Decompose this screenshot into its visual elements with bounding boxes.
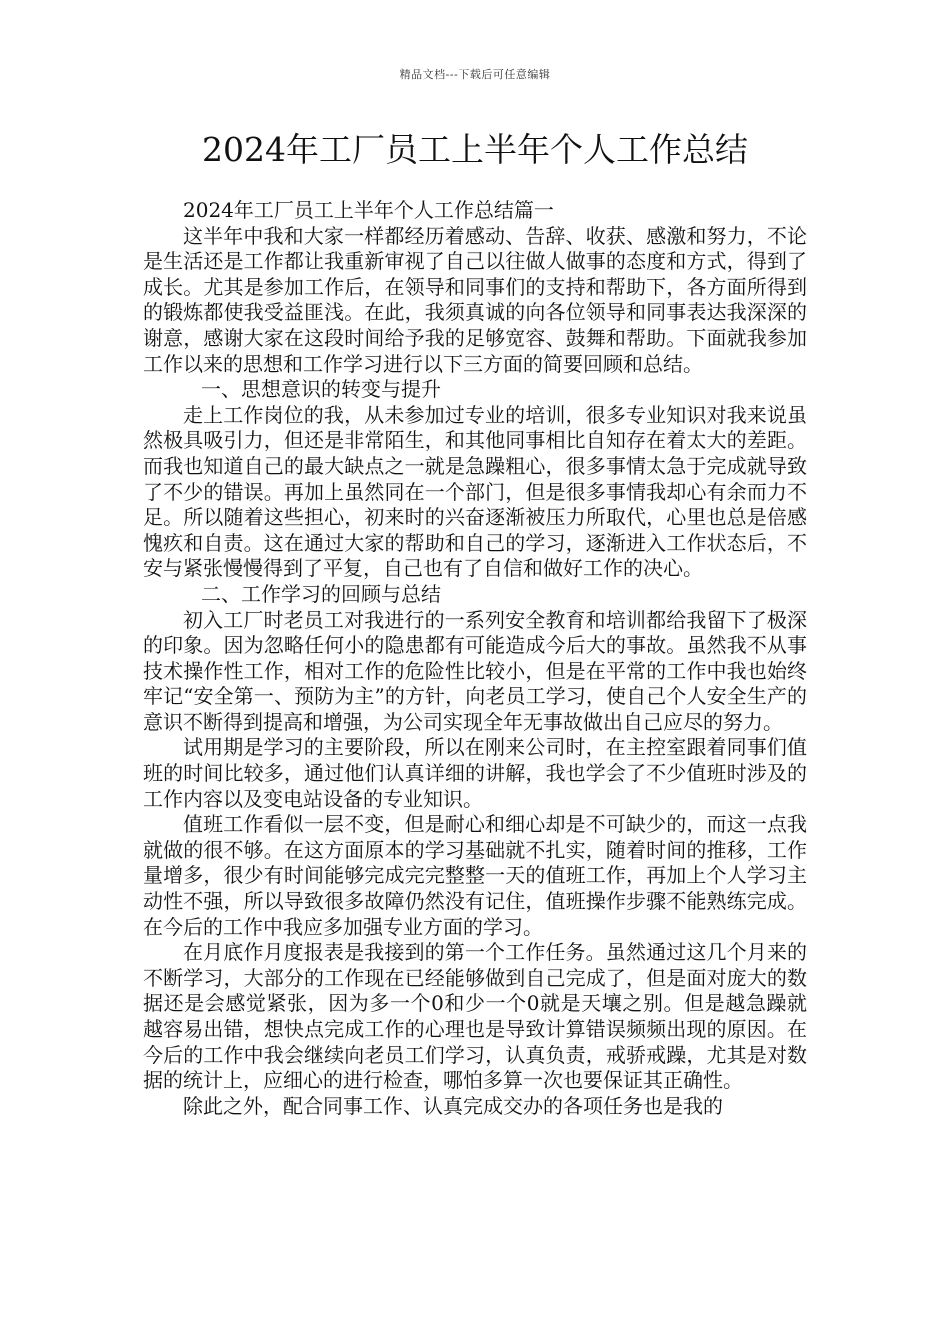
body-paragraph: 走上工作岗位的我，从未参加过专业的培训，很多专业知识对我来说虽然极具吸引力，但还是非常陌生，和其他同事相比自知存在着太大的差距。而我也知道自己的最大缺点之一就是急躁粗心，很多事情太急于完成就导致了不少的错误。再加上虽然同在一个部门，但是很多事情我却心有余而力不足。所以随着这些担心，初来时的兴奋逐渐被压力所取代，心里也总是倍感愧疚和自责。这在通过大家的帮助和自己的学习，逐渐进入工作状态后，不安与紧张慢慢得到了平复，自己也有了自信和做好工作的决心。 xyxy=(143,402,807,581)
body-paragraph: 这半年中我和大家一样都经历着感动、告辞、收获、感激和努力，不论是生活还是工作都让我重新审视了自己以往做人做事的态度和方式，得到了成长。尤其是参加工作后，在领导和同事们的支持和帮助下，各方面所得到的锻炼都使我受益匪浅。在此，我须真诚的向各位领导和同事表达我深深的谢意，感谢大家在这段时间给予我的足够宽容、鼓舞和帮助。下面就我参加工作以来的思想和工作学习进行以下三方面的简要回顾和总结。 xyxy=(143,223,807,376)
body-paragraph: 除此之外，配合同事工作、认真完成交办的各项任务也是我的 xyxy=(183,1093,723,1118)
subtitle-paragraph: 2024年工厂员工上半年个人工作总结篇一 xyxy=(183,198,554,222)
document-title: 2024年工厂员工上半年个人工作总结 xyxy=(202,130,748,169)
document-body xyxy=(143,198,807,1119)
section-heading: 一、思想意识的转变与提升 xyxy=(201,377,441,402)
header-note: 精品文档---下载后可任意编辑 xyxy=(399,68,551,81)
section-heading: 二、工作学习的回顾与总结 xyxy=(201,581,441,606)
body-paragraph: 值班工作看似一层不变，但是耐心和细心却是不可缺少的，而这一点我就做的很不够。在这方面原本的学习基础就不扎实，随着时间的推移，工作量增多，很少有时间能够完成完完整整一天的值班工作，再加上个人学习主动性不强，所以导致很多故障仍然没有记住，值班操作步骤不能熟练完成。在今后的工作中我应多加强专业方面的学习。 xyxy=(143,812,807,939)
body-paragraph: 在月底作月度报表是我接到的第一个工作任务。虽然通过这几个月来的不断学习，大部分的工作现在已经能够做到自己完成了，但是面对庞大的数据还是会感觉紧张，因为多一个0和少一个0就是天壤之别。但是越急躁就越容易出错，想快点完成工作的心理也是导致计算错误频频出现的原因。在今后的工作中我会继续向老员工们学习，认真负责，戒骄戒躁，尤其是对数据的统计上，应细心的进行检查，哪怕多算一次也要保证其正确性。 xyxy=(143,940,807,1093)
body-paragraph: 初入工厂时老员工对我进行的一系列安全教育和培训都给我留下了极深的印象。因为忽略任何小的隐患都有可能造成今后大的事故。虽然我不从事技术操作性工作，相对工作的危险性比较小，但是在平常的工作中我也始终牢记“安全第一、预防为主”的方针，向老员工学习，使自己个人安全生产的意识不断得到提高和增强，为公司实现全年无事故做出自己应尽的努力。 xyxy=(143,607,807,734)
body-paragraph: 试用期是学习的主要阶段，所以在刚来公司时，在主控室跟着同事们值班的时间比较多，通过他们认真详细的讲解，我也学会了不少值班时涉及的工作内容以及变电站设备的专业知识。 xyxy=(143,735,807,811)
